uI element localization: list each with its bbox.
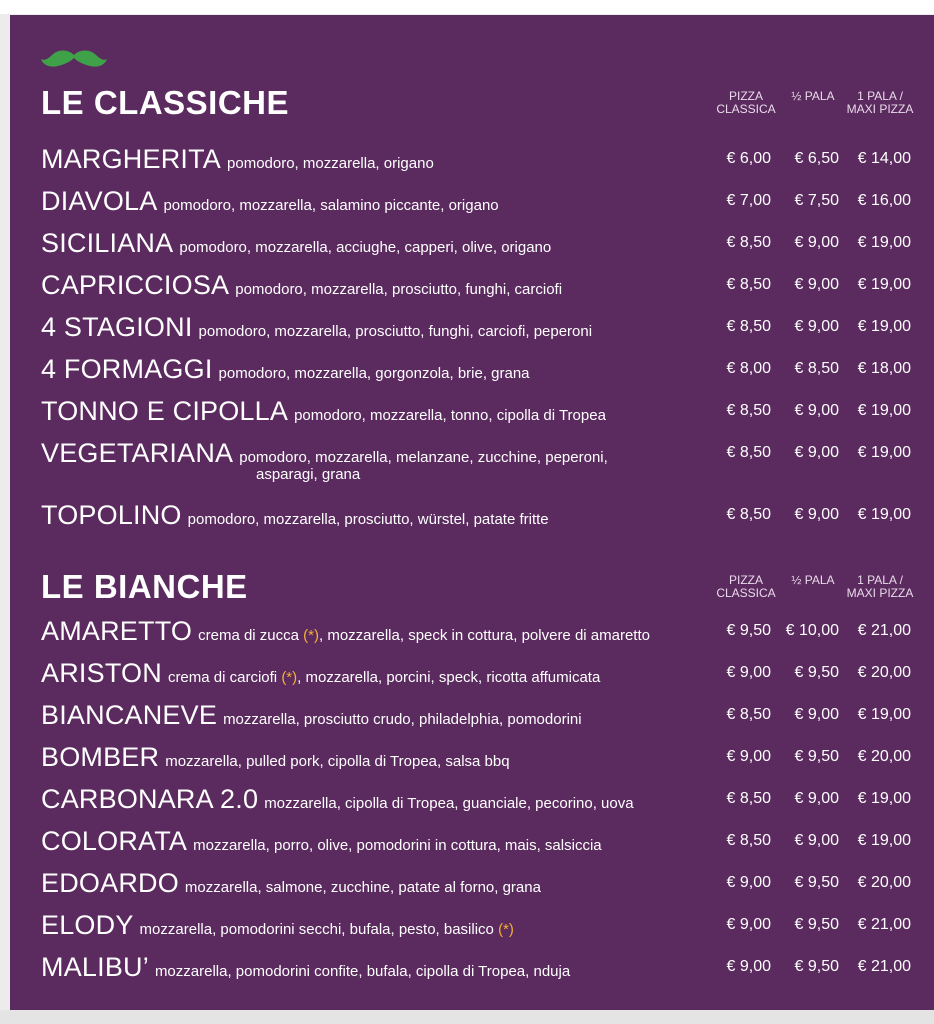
- price-mezza-pala: € 10,00: [785, 622, 839, 639]
- item-description: mozzarella, pomodorini confite, bufala, cipolla di Tropea, nduja: [154, 963, 571, 980]
- menu-panel: [10, 15, 934, 1010]
- menu-item: [10, 227, 934, 267]
- item-name: TOPOLINO: [41, 500, 182, 530]
- price-maxi-pizza: € 19,00: [857, 276, 911, 293]
- price-pizza-classica: € 9,00: [726, 958, 771, 975]
- item-description-continued: asparagi, grana: [256, 466, 361, 483]
- menu-item: [10, 699, 934, 739]
- item-description: pomodoro, mozzarella, salamino piccante, origano: [163, 197, 499, 214]
- item-line: [41, 657, 701, 694]
- item-name: ARISTON: [41, 658, 162, 688]
- menu-item: [10, 143, 934, 183]
- item-name: DIAVOLA: [41, 186, 158, 216]
- price-pizza-classica: € 9,00: [726, 748, 771, 765]
- price-pizza-classica: € 9,50: [726, 622, 771, 639]
- price-pizza-classica: € 8,50: [726, 402, 771, 419]
- price-pizza-classica: € 8,50: [726, 234, 771, 251]
- item-line: [41, 227, 701, 264]
- price-pizza-classica: € 6,00: [726, 150, 771, 167]
- menu-item: [10, 825, 934, 865]
- item-name: SICILIANA: [41, 228, 174, 258]
- price-pizza-classica: € 9,00: [726, 664, 771, 681]
- price-mezza-pala: € 9,50: [794, 874, 839, 891]
- item-line: [41, 825, 701, 862]
- price-maxi-pizza: € 19,00: [857, 832, 911, 849]
- item-description: mozzarella, salmone, zucchine, patate al forno, grana: [184, 879, 541, 896]
- item-line: [41, 353, 701, 390]
- price-pizza-classica: € 9,00: [726, 916, 771, 933]
- price-pizza-classica: € 8,00: [726, 360, 771, 377]
- price-maxi-pizza: € 19,00: [857, 706, 911, 723]
- item-description-part: mozzarella, pomodorini secchi, bufala, pesto, basilico: [139, 921, 499, 938]
- item-description-part: , mozzarella, speck in cottura, polvere di amaretto: [319, 627, 650, 644]
- item-description: mozzarella, prosciutto crudo, philadelphia, pomodorini: [223, 711, 582, 728]
- item-name: BIANCANEVE: [41, 700, 218, 730]
- price-pizza-classica: € 8,50: [726, 444, 771, 461]
- price-maxi-pizza: € 20,00: [857, 748, 911, 765]
- price-mezza-pala: € 9,00: [794, 318, 839, 335]
- item-name: COLORATA: [41, 826, 188, 856]
- price-mezza-pala: € 7,50: [794, 192, 839, 209]
- top-bar: [0, 0, 934, 14]
- item-name: ELODY: [41, 910, 134, 940]
- item-name: MALIBU’: [41, 952, 149, 982]
- item-name: BOMBER: [41, 742, 160, 772]
- item-name: MARGHERITA: [41, 144, 222, 174]
- item-line: [41, 699, 701, 736]
- item-description: pomodoro, mozzarella, prosciutto, funghi, carciofi: [235, 281, 563, 298]
- item-line: [41, 783, 701, 820]
- price-mezza-pala: € 9,50: [794, 748, 839, 765]
- price-maxi-pizza: € 19,00: [857, 444, 911, 461]
- item-description: pomodoro, mozzarella, melanzane, zucchine, peperoni,: [239, 449, 608, 466]
- item-line: [41, 499, 701, 536]
- menu-item: [10, 783, 934, 823]
- menu-item: [10, 741, 934, 781]
- price-maxi-pizza: € 20,00: [857, 664, 911, 681]
- price-maxi-pizza: € 21,00: [857, 958, 911, 975]
- footnote-marker: (*): [281, 669, 298, 686]
- price-mezza-pala: € 9,00: [794, 402, 839, 419]
- price-pizza-classica: € 9,00: [726, 874, 771, 891]
- price-pizza-classica: € 8,50: [726, 318, 771, 335]
- price-maxi-pizza: € 21,00: [857, 916, 911, 933]
- column-header-pizza-classica: PIZZA CLASSICA: [716, 573, 776, 600]
- item-description: pomodoro, mozzarella, gorgonzola, brie, grana: [218, 365, 530, 382]
- price-mezza-pala: € 9,50: [794, 958, 839, 975]
- price-mezza-pala: € 9,00: [794, 706, 839, 723]
- item-description: pomodoro, mozzarella, prosciutto, würstel, patate fritte: [187, 511, 549, 528]
- price-pizza-classica: € 8,50: [726, 832, 771, 849]
- price-mezza-pala: € 9,00: [794, 234, 839, 251]
- item-line: [41, 741, 701, 778]
- item-line: [41, 395, 701, 432]
- column-header-maxi-pizza: 1 PALA / MAXI PIZZA: [846, 89, 914, 116]
- menu-item: [10, 909, 934, 949]
- price-pizza-classica: € 8,50: [726, 790, 771, 807]
- menu-item: [10, 311, 934, 351]
- price-maxi-pizza: € 14,00: [857, 150, 911, 167]
- item-description: [168, 669, 600, 686]
- menu-item: [10, 437, 934, 483]
- item-description: pomodoro, mozzarella, acciughe, capperi, olive, origano: [179, 239, 552, 256]
- column-header-maxi-pizza: 1 PALA / MAXI PIZZA: [846, 573, 914, 600]
- price-mezza-pala: € 9,00: [794, 276, 839, 293]
- price-maxi-pizza: € 21,00: [857, 622, 911, 639]
- column-header-pizza-classica: PIZZA CLASSICA: [716, 89, 776, 116]
- item-line: [41, 615, 701, 652]
- column-header-mezza-pala: ½ PALA: [791, 89, 835, 103]
- item-name: AMARETTO: [41, 616, 193, 646]
- item-name: CARBONARA 2.0: [41, 784, 259, 814]
- section-title: LE CLASSICHE: [41, 84, 290, 121]
- price-pizza-classica: € 7,00: [726, 192, 771, 209]
- menu-item: [10, 867, 934, 907]
- item-line: [41, 867, 701, 904]
- menu-item: [10, 615, 934, 655]
- price-mezza-pala: € 6,50: [794, 150, 839, 167]
- menu-item: [10, 951, 934, 991]
- section-title: LE BIANCHE: [41, 568, 248, 605]
- item-name: EDOARDO: [41, 868, 179, 898]
- item-line: [41, 185, 701, 222]
- item-name: 4 FORMAGGI: [41, 354, 213, 384]
- price-mezza-pala: € 9,50: [794, 916, 839, 933]
- price-mezza-pala: € 9,00: [794, 444, 839, 461]
- item-description: pomodoro, mozzarella, prosciutto, funghi, carciofi, peperoni: [198, 323, 593, 340]
- price-pizza-classica: € 8,50: [726, 506, 771, 523]
- price-maxi-pizza: € 19,00: [857, 402, 911, 419]
- menu-item: [10, 657, 934, 697]
- item-description-part: , mozzarella, porcini, speck, ricotta affumicata: [297, 669, 601, 686]
- item-name: TONNO E CIPOLLA: [41, 396, 289, 426]
- item-name: CAPRICCIOSA: [41, 270, 230, 300]
- price-maxi-pizza: € 19,00: [857, 790, 911, 807]
- item-line: [41, 951, 701, 988]
- item-name: 4 STAGIONI: [41, 312, 193, 342]
- item-name: VEGETARIANA: [41, 438, 234, 468]
- price-maxi-pizza: € 19,00: [857, 506, 911, 523]
- item-line: [41, 311, 701, 348]
- item-description: pomodoro, mozzarella, tonno, cipolla di Tropea: [294, 407, 606, 424]
- item-line: [41, 143, 701, 180]
- item-description: [140, 921, 514, 938]
- price-maxi-pizza: € 19,00: [857, 234, 911, 251]
- column-header-mezza-pala: ½ PALA: [791, 573, 835, 587]
- price-pizza-classica: € 8,50: [726, 706, 771, 723]
- item-line: [41, 269, 701, 306]
- price-maxi-pizza: € 19,00: [857, 318, 911, 335]
- footnote-marker: (*): [498, 921, 514, 938]
- price-maxi-pizza: € 16,00: [857, 192, 911, 209]
- item-description: [198, 627, 650, 644]
- item-description-part: crema di zucca: [198, 627, 304, 644]
- price-mezza-pala: € 9,00: [794, 832, 839, 849]
- price-mezza-pala: € 9,50: [794, 664, 839, 681]
- item-description: mozzarella, pulled pork, cipolla di Tropea, salsa bbq: [165, 753, 510, 770]
- menu-item: [10, 353, 934, 393]
- price-maxi-pizza: € 20,00: [857, 874, 911, 891]
- price-maxi-pizza: € 18,00: [857, 360, 911, 377]
- item-description: mozzarella, cipolla di Tropea, guanciale, pecorino, uova: [264, 795, 634, 812]
- bottom-bar: [0, 1010, 934, 1024]
- menu-item: [10, 499, 934, 539]
- item-line: [41, 437, 701, 474]
- footnote-marker: (*): [303, 627, 319, 644]
- price-mezza-pala: € 9,00: [794, 506, 839, 523]
- mustache-icon: [40, 47, 108, 69]
- menu-item: [10, 185, 934, 225]
- item-description: pomodoro, mozzarella, origano: [227, 155, 434, 172]
- menu-item: [10, 395, 934, 435]
- item-description: mozzarella, porro, olive, pomodorini in cottura, mais, salsiccia: [193, 837, 602, 854]
- menu-item: [10, 269, 934, 309]
- price-pizza-classica: € 8,50: [726, 276, 771, 293]
- item-description-part: crema di carciofi: [167, 669, 282, 686]
- price-mezza-pala: € 8,50: [794, 360, 839, 377]
- price-mezza-pala: € 9,00: [794, 790, 839, 807]
- item-line: [41, 909, 701, 946]
